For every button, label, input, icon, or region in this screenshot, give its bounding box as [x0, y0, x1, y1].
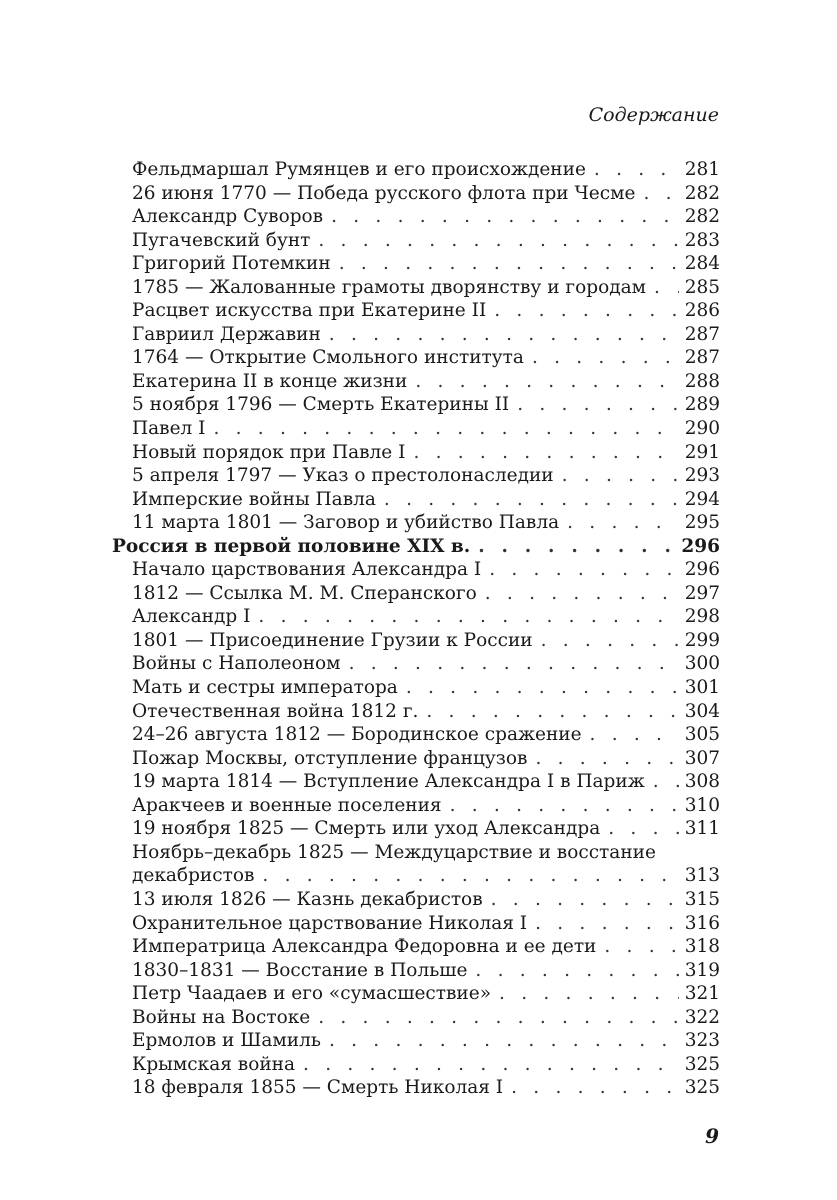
toc-entry-title: Отечественная война 1812 г. — [132, 700, 419, 722]
toc-entry-page: 282 — [684, 182, 720, 204]
toc-entry-title: 24–26 августа 1812 — Бородинское сражение — [132, 724, 582, 746]
dot-leader — [318, 229, 678, 253]
dot-leader — [303, 1053, 679, 1077]
toc-section-heading[interactable] — [112, 535, 720, 559]
toc-entry-title-line1: Ноябрь–декабрь 1825 — Междуцарствие и восстание — [132, 841, 656, 863]
toc-entry[interactable] — [112, 393, 720, 417]
dot-leader — [384, 488, 679, 512]
dot-leader — [535, 747, 678, 771]
toc-entry-page: 325 — [684, 1077, 720, 1099]
toc-entry-page: 323 — [684, 1030, 720, 1052]
toc-entry-page: 293 — [684, 465, 720, 487]
toc-entry-page: 298 — [684, 606, 720, 628]
toc-entry-title-line2-row — [132, 864, 720, 888]
toc-entry[interactable] — [112, 582, 720, 606]
toc-entry-title: Охранительное царствование Николая I — [132, 912, 528, 934]
toc-entry[interactable] — [112, 652, 720, 676]
toc-entry-title-line2: декабристов — [132, 865, 255, 887]
toc-entry-title: 5 апреля 1797 — Указ о престолонаследии — [132, 465, 554, 487]
toc-entry-title: Войны на Востоке — [132, 1006, 311, 1028]
toc-entry-page: 322 — [684, 1006, 720, 1028]
toc-entry-title: Войны с Наполеоном — [132, 653, 341, 675]
toc-section-page: 296 — [681, 535, 720, 557]
toc-entry-title: Павел I — [132, 418, 206, 440]
toc-entry-page: 290 — [684, 418, 720, 440]
toc-entry[interactable] — [112, 676, 720, 700]
toc-entry[interactable] — [112, 912, 720, 936]
toc-entry-wrapped[interactable] — [112, 841, 720, 888]
toc-entry[interactable] — [112, 488, 720, 512]
dot-leader — [604, 935, 678, 959]
toc-entry[interactable] — [112, 205, 720, 229]
dot-leader — [450, 794, 679, 818]
toc-entry-page: 325 — [684, 1053, 720, 1075]
toc-entry-title: Начало царствования Александра I — [132, 559, 482, 581]
toc-entry-title: 1801 — Присоединение Грузии к России — [132, 629, 533, 651]
toc-entry-title: Александр I — [132, 606, 251, 628]
toc-entry-page: 308 — [684, 771, 720, 793]
toc-entry-title: 18 февраля 1855 — Смерть Николая I — [132, 1077, 504, 1099]
toc-entry-page: 299 — [684, 629, 720, 651]
toc-entry[interactable] — [112, 441, 720, 465]
toc-entry-title: Пожар Москвы, отступление французов — [132, 747, 528, 769]
toc-entry-title: Аракчеев и военные поселения — [132, 794, 442, 816]
dot-leader — [318, 1006, 678, 1030]
dot-leader — [562, 464, 679, 488]
toc-entry-page: 300 — [684, 653, 720, 675]
toc-entry-page: 304 — [684, 700, 720, 722]
toc-entry-title: 11 марта 1801 — Заговор и убийство Павла — [132, 512, 560, 534]
toc-entry[interactable] — [112, 888, 720, 912]
toc-entry-page: 315 — [684, 888, 720, 910]
toc-entry[interactable] — [112, 1076, 720, 1100]
toc-entry-page: 297 — [684, 582, 720, 604]
dot-leader — [426, 700, 678, 724]
toc-entry-title: 1830–1831 — Восстание в Польше — [132, 959, 468, 981]
toc-entry-page: 282 — [684, 206, 720, 228]
dot-leader — [532, 346, 679, 370]
toc-entry[interactable] — [112, 982, 720, 1006]
toc-entry-page: 313 — [684, 865, 720, 887]
toc-entry-page: 296 — [684, 559, 720, 581]
toc-entry[interactable] — [112, 558, 720, 582]
toc-entry[interactable] — [112, 605, 720, 629]
toc-entry-title: Мать и сестры императора — [132, 677, 398, 699]
toc-entry-page: 294 — [684, 488, 720, 510]
dot-leader — [329, 323, 679, 347]
dot-leader — [491, 888, 679, 912]
toc-entry-page: 311 — [684, 818, 720, 840]
dot-leader — [485, 582, 679, 606]
toc-entry-title: 26 июня 1770 — Победа русского флота при Чесме — [132, 182, 636, 204]
dot-leader — [475, 959, 678, 983]
toc-entry-title: Александр Суворов — [132, 206, 324, 228]
toc-entry-title: Григорий Потемкин — [132, 253, 331, 275]
toc-entry[interactable] — [112, 158, 720, 182]
running-head: Содержание — [588, 104, 719, 126]
toc-entry[interactable] — [112, 959, 720, 983]
toc-entry[interactable] — [112, 747, 720, 771]
toc-entry[interactable] — [112, 276, 720, 300]
toc-entry-page: 318 — [684, 936, 720, 958]
dot-leader — [590, 723, 679, 747]
toc-entry[interactable] — [112, 935, 720, 959]
toc-entry-page: 287 — [684, 347, 720, 369]
toc-entry-title: Крымская война — [132, 1053, 296, 1075]
toc-entry-title: Расцвет искусства при Екатерине II — [132, 300, 487, 322]
toc-entry-page: 281 — [684, 159, 720, 180]
dot-leader — [608, 817, 678, 841]
toc-entry[interactable] — [112, 1006, 720, 1030]
dot-leader — [517, 393, 678, 417]
dot-leader — [262, 864, 678, 888]
toc-entry[interactable] — [112, 1053, 720, 1077]
dot-leader — [511, 1076, 679, 1100]
toc-entry[interactable] — [112, 252, 720, 276]
toc-entry-title: Новый порядок при Павле I — [132, 441, 406, 463]
toc-entry-title: 13 июля 1826 — Казнь декабристов — [132, 888, 483, 910]
toc-entry[interactable] — [112, 182, 720, 206]
dot-leader — [541, 629, 679, 653]
toc-entry[interactable] — [112, 417, 720, 441]
table-of-contents — [112, 158, 720, 1100]
toc-entry-page: 284 — [684, 253, 720, 275]
toc-entry-page: 287 — [684, 323, 720, 345]
toc-entry-title: 1785 — Жалованные грамоты дворянству и городам — [132, 276, 647, 298]
toc-entry-page: 319 — [684, 959, 720, 981]
toc-entry-page: 285 — [684, 276, 720, 298]
toc-entry-page: 301 — [684, 677, 720, 699]
toc-entry[interactable] — [112, 229, 720, 253]
toc-entry[interactable] — [112, 323, 720, 347]
toc-entry-page: 321 — [684, 983, 720, 1005]
dot-leader — [349, 652, 679, 676]
toc-entry-page: 291 — [684, 441, 720, 463]
dot-leader — [339, 252, 679, 276]
toc-entry-page: 310 — [684, 794, 720, 816]
dot-leader — [213, 417, 678, 441]
toc-entry[interactable] — [112, 299, 720, 323]
dot-leader — [331, 205, 679, 229]
toc-entry-title: Фельдмаршал Румянцев и его происхождение — [132, 159, 586, 180]
toc-entry-title: 5 ноября 1796 — Смерть Екатерины II — [132, 394, 510, 416]
toc-entry-title: Пугачевский бунт — [132, 229, 311, 251]
toc-entry-title: Гавриил Державин — [132, 323, 321, 345]
dot-leader — [643, 182, 678, 206]
toc-entry-title: Екатерина II в конце жизни — [132, 370, 408, 392]
toc-entry-page: 316 — [684, 912, 720, 934]
dot-leader — [654, 276, 679, 300]
dot-leader — [478, 535, 675, 559]
toc-entry[interactable] — [112, 511, 720, 535]
toc-entry-page: 288 — [684, 370, 720, 392]
dot-leader — [413, 441, 678, 465]
dot-leader — [535, 912, 679, 936]
toc-entry-page: 289 — [684, 394, 720, 416]
dot-leader — [258, 605, 678, 629]
toc-entry-title: Петр Чаадаев и его «сумасшествие» — [132, 983, 492, 1005]
toc-entry-title: 19 ноября 1825 — Смерть или уход Александра — [132, 818, 601, 840]
dot-leader — [415, 370, 678, 394]
toc-section-title: Россия в первой половине XIX в. — [112, 535, 471, 557]
toc-entry-title: Императрица Александра Федоровна и ее дети — [132, 936, 597, 958]
page-number: 9 — [705, 1124, 719, 1148]
toc-entry[interactable] — [112, 464, 720, 488]
toc-entry-page: 295 — [684, 512, 720, 534]
dot-leader — [489, 558, 678, 582]
toc-entry[interactable] — [112, 700, 720, 724]
toc-entry[interactable] — [112, 629, 720, 653]
dot-leader — [329, 1029, 679, 1053]
toc-entry-page: 283 — [684, 229, 720, 251]
toc-entry-title: Имперские войны Павла — [132, 488, 376, 510]
dot-leader — [499, 982, 679, 1006]
dot-leader — [653, 770, 679, 794]
toc-entry[interactable] — [112, 817, 720, 841]
toc-entry[interactable] — [112, 794, 720, 818]
dot-leader — [494, 299, 678, 323]
toc-entry[interactable] — [112, 770, 720, 794]
toc-entry-page: 307 — [684, 747, 720, 769]
dot-leader — [567, 511, 679, 535]
toc-entry[interactable] — [112, 370, 720, 394]
toc-entry-page: 305 — [684, 724, 720, 746]
toc-entry-title: 1812 — Ссылка М. М. Сперанского — [132, 582, 477, 604]
toc-entry[interactable] — [112, 723, 720, 747]
toc-entry-title: 19 марта 1814 — Вступление Александра I в Париж — [132, 771, 645, 793]
toc-entry-title: Ермолов и Шамиль — [132, 1030, 321, 1052]
dot-leader — [594, 158, 679, 182]
toc-entry-page: 286 — [684, 300, 720, 322]
toc-entry[interactable] — [112, 346, 720, 370]
toc-entry-title: 1764 — Открытие Смольного института — [132, 347, 524, 369]
dot-leader — [406, 676, 679, 700]
toc-entry[interactable] — [112, 1029, 720, 1053]
